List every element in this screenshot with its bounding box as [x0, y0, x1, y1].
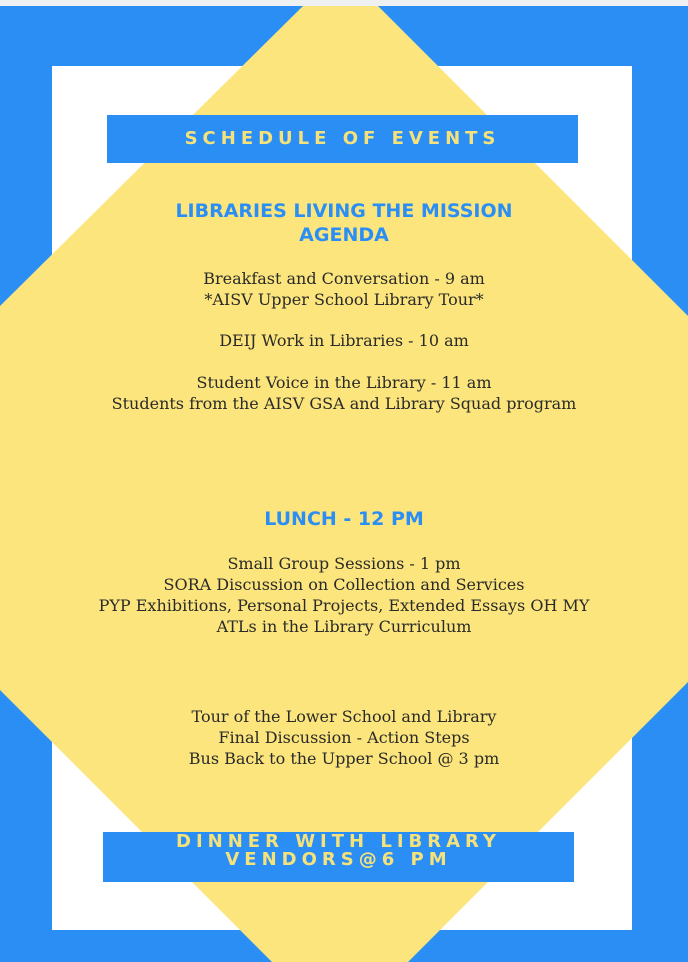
schedule-line-lower-school: Tour of the Lower School and Library	[191, 707, 497, 726]
schedule-line-students: Students from the AISV GSA and Library Squad program	[111, 394, 577, 413]
schedule-banner	[107, 115, 578, 163]
agenda-title-line1: LIBRARIES LIVING THE MISSION	[175, 200, 513, 222]
agenda-title	[0, 199, 688, 247]
schedule-banner-text: SCHEDULE OF EVENTS	[184, 128, 501, 149]
dinner-banner-line1: DINNER WITH LIBRARY	[176, 831, 501, 852]
schedule-line-sora: SORA Discussion on Collection and Services	[163, 575, 525, 594]
schedule-line-pyp: PYP Exhibitions, Personal Projects, Extended Essays OH MY	[98, 596, 590, 615]
schedule-line-breakfast: Breakfast and Conversation - 9 am	[203, 269, 485, 288]
schedule-line-small-group: Small Group Sessions - 1 pm	[227, 554, 461, 573]
schedule-line-tour: *AISV Upper School Library Tour*	[204, 290, 484, 309]
schedule-line-atls: ATLs in the Library Curriculum	[216, 617, 472, 636]
agenda-title-line2: AGENDA	[299, 224, 389, 246]
dinner-banner	[103, 832, 574, 882]
schedule-line-deij: DEIJ Work in Libraries - 10 am	[219, 331, 469, 350]
dinner-banner-line2: VENDORS@6 PM	[225, 849, 452, 870]
schedule-line-student-voice: Student Voice in the Library - 11 am	[196, 373, 492, 392]
lunch-title: LUNCH - 12 PM	[264, 508, 424, 530]
schedule-line-bus: Bus Back to the Upper School @ 3 pm	[188, 749, 500, 768]
schedule-line-final-discussion: Final Discussion - Action Steps	[218, 728, 470, 747]
